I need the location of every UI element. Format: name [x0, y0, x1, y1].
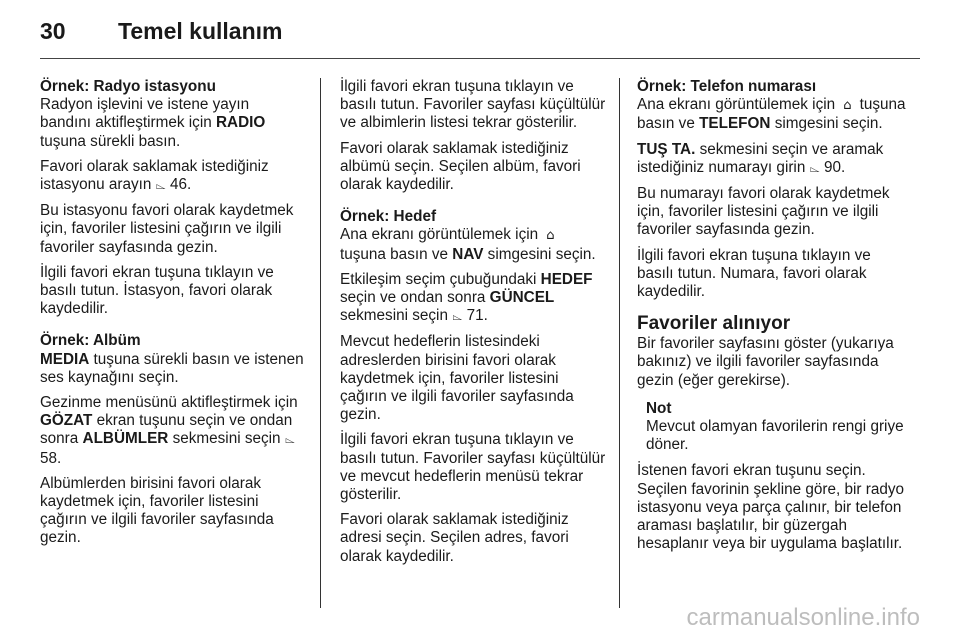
paragraph: Gezinme menüsünü aktifleştirmek için GÖZAT ekran tuşunu seçin ve ondan sonra ALBÜMLER sekmesini seçin ⌳ 58. — [40, 394, 298, 467]
key-label: RADIO — [216, 114, 266, 132]
section-heading: Örnek: Albüm — [40, 332, 141, 350]
paragraph: İlgili favori ekran tuşuna tıklayın ve basılı tutun. İstasyon, favori olarak kaydedilir. — [40, 263, 274, 318]
key-label: MEDIA — [40, 350, 90, 368]
key-label: TELEFON — [699, 115, 771, 133]
xref-arrow-icon: ⌳ — [452, 309, 463, 325]
column-2 — [340, 78, 606, 573]
paragraph: İstenen favori ekran tuşunu seçin. Seçilen favorinin şekline göre, bir radyo istasyonu veya parça çalınır, bir telefon araması başlatılır, bir güzergah hesaplanır veya bir uygulama başlatılır. — [637, 462, 904, 553]
page-reference[interactable]: 71 — [466, 307, 484, 325]
xref-arrow-icon: ⌳ — [284, 432, 295, 448]
home-icon: ⌂ — [843, 98, 852, 114]
key-label: GÖZAT — [40, 412, 93, 430]
section-heading: Favoriler alınıyor — [637, 313, 791, 335]
paragraph: İlgili favori ekran tuşuna tıklayın ve basılı tutun. Favoriler sayfası küçültülür ve albimlerin listesi tekrar gösterilir. — [340, 78, 606, 132]
page-header — [40, 18, 282, 50]
xref-arrow-icon: ⌳ — [809, 160, 820, 176]
section-heading: Örnek: Telefon numarası — [637, 78, 817, 95]
paragraph: Mevcut hedeflerin listesindeki adreslerden birisini favori olarak kaydetmek için, favoriler listesini çağırın ve ilgili favoriler sayfasında gezin. — [340, 333, 574, 424]
note-text: Mevcut olamyan favorilerin rengi griye döner. — [646, 418, 904, 454]
page-reference[interactable]: 46 — [170, 176, 188, 194]
paragraph: MEDIA tuşuna sürekli basın ve istenen ses kaynağını seçin. — [40, 350, 304, 386]
page-number: 30 — [40, 18, 66, 44]
paragraph: Bu istasyonu favori olarak kaydetmek için, favoriler listesini çağırın ve ilgili favoriler sayfasında gezin. — [40, 202, 294, 256]
key-label: HEDEF — [540, 270, 593, 288]
section-heading: Örnek: Hedef — [340, 208, 437, 226]
watermark: carmanualsonline.info — [686, 604, 920, 631]
page-reference[interactable]: 90 — [823, 158, 841, 176]
paragraph: Favori olarak saklamak istediğiniz adresi seçin. Seçilen adres, favori olarak kaydedilir. — [340, 511, 569, 565]
paragraph: Radyon işlevini ve istene yayın bandını aktifleştirmek için RADIO tuşuna sürekli basın. — [40, 96, 266, 150]
paragraph: Ana ekranı görüntülemek için ⌂ tuşuna basın ve NAV simgesini seçin. — [340, 226, 596, 263]
key-label: ALBÜMLER — [82, 430, 169, 448]
paragraph: Etkileşim seçim çubuğundaki HEDEF seçin ve ondan sonra GÜNCEL sekmesini seçin ⌳ 71. — [340, 270, 593, 325]
xref-arrow-icon: ⌳ — [155, 178, 166, 194]
paragraph: TUŞ TA. sekmesini seçin ve aramak istediğiniz numarayı girin ⌳ 90. — [637, 140, 884, 176]
paragraph: Albümlerden birisini favori olarak kaydetmek için, favoriler listesini çağırın ve ilgili favoriler sayfasında gezin. — [40, 474, 274, 547]
key-label: NAV — [452, 245, 484, 263]
note-heading: Not — [646, 399, 672, 417]
column-divider — [619, 78, 620, 608]
page-title: Temel kullanım — [118, 18, 283, 44]
paragraph: Favori olarak saklamak istediğiniz albümü seçin. Seçilen albüm, favori olarak kaydedilir. — [340, 139, 581, 194]
home-icon: ⌂ — [546, 228, 555, 244]
note-box — [646, 400, 907, 455]
column-divider — [320, 78, 321, 608]
page-reference[interactable]: 58 — [40, 449, 58, 467]
column-3 — [637, 78, 907, 560]
column-1 — [40, 78, 304, 555]
section-heading: Örnek: Radyo istasyonu — [40, 78, 216, 95]
paragraph: Favori olarak saklamak istediğiniz istasyonu arayın ⌳ 46. — [40, 157, 269, 194]
paragraph: Bir favoriler sayfasını göster (yukarıya bakınız) ve ilgili favoriler sayfasında gezin (eğer gerekirse). — [637, 335, 894, 389]
key-label: GÜNCEL — [489, 289, 555, 307]
paragraph: İlgili favori ekran tuşuna tıklayın ve basılı tutun. Favoriler sayfası küçültülür ve mevcut hedeflerin menüsü tekrar gösterilir. — [340, 431, 606, 504]
header-rule — [40, 58, 920, 59]
key-label: TUŞ TA. — [637, 140, 696, 158]
paragraph: İlgili favori ekran tuşuna tıklayın ve basılı tutun. Numara, favori olarak kaydedilir. — [637, 246, 871, 301]
paragraph: Ana ekranı görüntülemek için ⌂ tuşuna basın ve TELEFON simgesini seçin. — [637, 96, 906, 133]
paragraph: Bu numarayı favori olarak kaydetmek için, favoriler listesini çağırın ve ilgili favoriler sayfasında gezin. — [637, 185, 890, 239]
